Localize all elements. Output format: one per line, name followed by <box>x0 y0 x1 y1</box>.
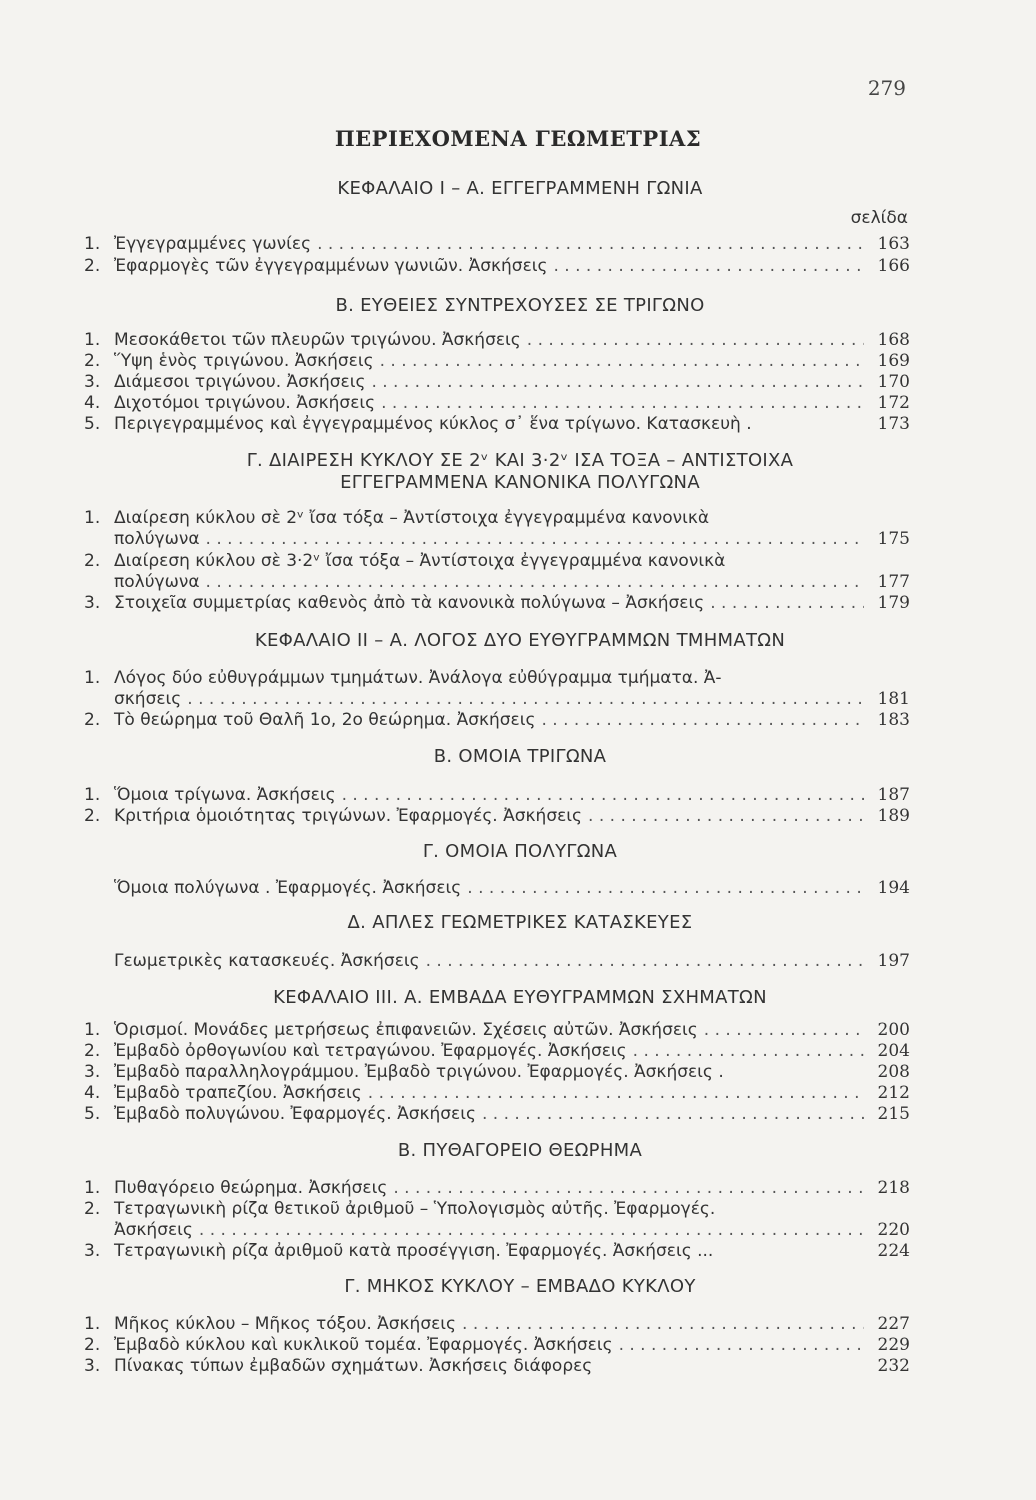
leader-dots <box>371 371 864 393</box>
entry-text-continuation: πολύγωνα <box>114 529 200 549</box>
toc-entry <box>84 550 910 572</box>
entry-number: 1. <box>84 1178 101 1198</box>
chapter-1-section-c-heading-line1: Γ. ΔΙΑΙΡΕΣΗ ΚΥΚΛΟΥ ΣΕ 2ᵛ ΚΑΙ 3·2ᵛ ΙΣΑ ΤΟΞΑ – ΑΝΤΙΣΤΟΙΧΑ <box>246 450 794 471</box>
entry-text: Ὅμοια τρίγωνα. Ἀσκήσεις <box>114 785 336 805</box>
chapter-3-section-b-heading: Β. ΠΥΘΑΓΟΡΕΙΟ ΘΕΩΡΗΜΑ <box>397 1140 643 1161</box>
leader-dots <box>554 255 865 277</box>
entry-page: 229 <box>877 1335 910 1355</box>
entry-page: 194 <box>877 878 910 898</box>
leader-dots <box>206 528 864 550</box>
entry-text: Ἐμβαδὸ τραπεζίου. Ἀσκήσεις <box>114 1083 362 1103</box>
toc-entry <box>114 950 910 972</box>
leader-dots <box>426 950 864 972</box>
entry-page: 175 <box>877 529 910 549</box>
toc-entry <box>114 877 910 899</box>
entry-number: 2. <box>84 1041 101 1061</box>
entry-number: 2. <box>84 551 101 571</box>
entry-number: 1. <box>84 668 101 688</box>
leader-dots <box>467 877 864 899</box>
entry-page: 168 <box>877 330 910 350</box>
toc-entry <box>84 392 910 414</box>
leader-dots <box>342 784 864 806</box>
entry-page: 166 <box>877 256 910 276</box>
leader-dots <box>393 1177 864 1199</box>
entry-text: Ἐμβαδὸ κύκλου καὶ κυκλικοῦ τομέα. Ἐφαρμογές. Ἀσκήσεις <box>114 1335 613 1355</box>
toc-entry <box>84 413 910 435</box>
entry-page: 177 <box>877 572 910 592</box>
toc-entry <box>84 1082 910 1104</box>
entry-text: Διάμεσοι τριγώνου. Ἀσκήσεις <box>114 372 366 392</box>
entry-page: 218 <box>877 1178 910 1198</box>
toc-entry <box>84 1177 910 1199</box>
chapter-2-section-a-heading: ΚΕΦΑΛΑΙΟ ΙΙ – Α. ΛΟΓΟΣ ΔΥΟ ΕΥΘΥΓΡΑΜΜΩΝ ΤΜΗΜΑΤΩΝ <box>254 630 786 651</box>
entry-page: 200 <box>877 1020 910 1040</box>
entry-page: 181 <box>877 689 910 709</box>
toc-entry <box>84 805 910 827</box>
entry-number: 2. <box>84 1335 101 1355</box>
entry-text: Διχοτόμοι τριγώνου. Ἀσκήσεις <box>114 393 376 413</box>
entry-number: 5. <box>84 414 101 434</box>
entry-text: Ὕψη ἑνὸς τριγώνου. Ἀσκήσεις <box>114 351 374 371</box>
entry-page: 212 <box>877 1083 910 1103</box>
entry-number: 3. <box>84 593 101 613</box>
entry-number: 3. <box>84 1356 101 1376</box>
entry-number: 1. <box>84 330 101 350</box>
entry-number: 1. <box>84 234 101 254</box>
entry-text: Λόγος δύο εὐθυγράμμων τμημάτων. Ἀνάλογα εὐθύγραμμα τμήματα. Ἀ- <box>114 668 722 688</box>
leader-dots <box>541 709 864 731</box>
leader-dots <box>381 392 864 414</box>
toc-entry-continuation <box>114 571 910 593</box>
page-number: 279 <box>867 76 906 100</box>
entry-number: 3. <box>84 1241 101 1261</box>
toc-entry <box>84 1355 910 1377</box>
toc-entry <box>84 1103 910 1125</box>
entry-page: 179 <box>877 593 910 613</box>
chapter-2-section-b-heading: Β. ΟΜΟΙΑ ΤΡΙΓΩΝΑ <box>433 746 607 767</box>
entry-text: Ὅμοια πολύγωνα . Ἐφαρμογές. Ἀσκήσεις <box>114 878 462 898</box>
entry-page: 189 <box>877 806 910 826</box>
entry-text: Διαίρεση κύκλου σὲ 3·2ᵛ ἴσα τόξα – Ἀντίστοιχα ἐγγεγραμμένα κανονικὰ <box>114 551 726 571</box>
entry-text: Τετραγωνικὴ ρίζα θετικοῦ ἀριθμοῦ – Ὑπολογισμὸς αὐτῆς. Ἐφαρμογές. <box>114 1199 716 1219</box>
toc-entry <box>84 1198 910 1220</box>
entry-text: Γεωμετρικὲς κατασκευές. Ἀσκήσεις <box>114 951 420 971</box>
leader-dots <box>482 1103 864 1125</box>
toc-entry <box>84 329 910 351</box>
entry-page: 227 <box>877 1314 910 1334</box>
chapter-2-section-c-heading: Γ. ΟΜΟΙΑ ΠΟΛΥΓΩΝΑ <box>422 841 618 862</box>
toc-entry-continuation <box>114 528 910 550</box>
toc-entry <box>84 1061 910 1083</box>
entry-number: 2. <box>84 1199 101 1219</box>
chapter-1-section-b-heading: Β. ΕΥΘΕΙΕΣ ΣΥΝΤΡΕΧΟΥΣΕΣ ΣΕ ΤΡΙΓΩΝΟ <box>335 295 705 316</box>
toc-entry <box>84 371 910 393</box>
entry-number: 2. <box>84 256 101 276</box>
toc-entry-continuation <box>114 688 910 710</box>
entry-number: 2. <box>84 806 101 826</box>
entry-text: Ἐμβαδὸ πολυγώνου. Ἐφαρμογές. Ἀσκήσεις <box>114 1104 476 1124</box>
toc-entry <box>84 507 910 529</box>
entry-page: 170 <box>877 372 910 392</box>
entry-page: 208 <box>877 1062 910 1082</box>
entry-page: 215 <box>877 1104 910 1124</box>
toc-entry <box>84 350 910 372</box>
entry-text: Μῆκος κύκλου – Μῆκος τόξου. Ἀσκήσεις <box>114 1314 457 1334</box>
leader-dots <box>462 1313 864 1335</box>
toc-entry <box>84 592 910 614</box>
chapter-3-section-a-heading: ΚΕΦΑΛΑΙΟ ΙΙΙ. Α. ΕΜΒΑΔΑ ΕΥΘΥΓΡΑΜΜΩΝ ΣΧΗΜΑΤΩΝ <box>273 987 767 1008</box>
chapter-1-section-c-heading-line2: ΕΓΓΕΓΡΑΜΜΕΝΑ ΚΑΝΟΝΙΚΑ ΠΟΛΥΓΩΝΑ <box>340 472 700 493</box>
entry-number: 3. <box>84 372 101 392</box>
leader-dots <box>380 350 864 372</box>
leader-dots <box>187 688 864 710</box>
toc-entry <box>84 1019 910 1041</box>
toc-entry <box>84 784 910 806</box>
entry-page: 173 <box>877 414 910 434</box>
entry-number: 1. <box>84 1314 101 1334</box>
entry-text-continuation: πολύγωνα <box>114 572 200 592</box>
page-title: ΠΕΡΙΕΧΟΜΕΝΑ ΓΕΩΜΕΤΡΙΑΣ <box>334 126 702 151</box>
entry-page: 224 <box>877 1241 910 1261</box>
entry-page: 163 <box>877 234 910 254</box>
entry-number: 2. <box>84 351 101 371</box>
leader-dots <box>199 1219 864 1241</box>
entry-number: 1. <box>84 508 101 528</box>
entry-text: Διαίρεση κύκλου σὲ 2ᵛ ἴσα τόξα – Ἀντίστοιχα ἐγγεγραμμένα κανονικὰ <box>114 508 710 528</box>
leader-dots <box>317 233 864 255</box>
entry-text: Κριτήρια ὁμοιότητας τριγώνων. Ἐφαρμογές. Ἀσκήσεις <box>114 806 583 826</box>
entry-page: 204 <box>877 1041 910 1061</box>
entry-page: 232 <box>877 1356 910 1376</box>
chapter-3-section-c-heading: Γ. ΜΗΚΟΣ ΚΥΚΛΟΥ – ΕΜΒΑΔΟ ΚΥΚΛΟΥ <box>344 1276 696 1297</box>
toc-entry <box>84 255 910 277</box>
entry-text: Τὸ θεώρημα τοῦ Θαλῆ 1ο, 2ο θεώρημα. Ἀσκήσεις <box>114 710 536 730</box>
leader-dots <box>633 1040 864 1062</box>
toc-entry <box>84 709 910 731</box>
entry-page: 220 <box>877 1220 910 1240</box>
toc-entry <box>84 1334 910 1356</box>
entry-text: Μεσοκάθετοι τῶν πλευρῶν τριγώνου. Ἀσκήσεις <box>114 330 521 350</box>
entry-number: 4. <box>84 393 101 413</box>
entry-page: 187 <box>877 785 910 805</box>
entry-number: 1. <box>84 1020 101 1040</box>
entry-number: 5. <box>84 1104 101 1124</box>
entry-page: 183 <box>877 710 910 730</box>
entry-number: 2. <box>84 710 101 730</box>
toc-entry <box>84 233 910 255</box>
entry-text: Στοιχεῖα συμμετρίας καθενὸς ἀπὸ τὰ κανονικὰ πολύγωνα – Ἀσκήσεις <box>114 593 705 613</box>
entry-text: Ἐγγεγραμμένες γωνίες <box>114 234 312 254</box>
entry-text: Περιγεγραμμένος καὶ ἐγγεγραμμένος κύκλος σ᾽ ἕνα τρίγωνο. Κατασκευὴ . <box>114 414 752 434</box>
chapter-1-section-a-heading: ΚΕΦΑΛΑΙΟ Ι – Α. ΕΓΓΕΓΡΑΜΜΕΝΗ ΓΩΝΙΑ <box>337 178 703 199</box>
leader-dots <box>588 805 864 827</box>
entry-number: 3. <box>84 1062 101 1082</box>
entry-text: Ἐμβαδὸ παραλληλογράμμου. Ἐμβαδὸ τριγώνου. Ἐφαρμογές. Ἀσκήσεις . <box>114 1062 724 1082</box>
toc-entry <box>84 1040 910 1062</box>
entry-text: Πυθαγόρειο θεώρημα. Ἀσκήσεις <box>114 1178 388 1198</box>
leader-dots <box>368 1082 864 1104</box>
leader-dots <box>710 592 864 614</box>
entry-text: Ἐφαρμογὲς τῶν ἐγγεγραμμένων γωνιῶν. Ἀσκήσεις <box>114 256 548 276</box>
leader-dots <box>704 1019 864 1041</box>
leader-dots <box>619 1334 864 1356</box>
entry-text: Πίνακας τύπων ἐμβαδῶν σχημάτων. Ἀσκήσεις διάφορες <box>114 1356 593 1376</box>
entry-number: 4. <box>84 1083 101 1103</box>
toc-entry <box>84 1313 910 1335</box>
toc-entry <box>84 1240 910 1262</box>
entry-text-continuation: Ἀσκήσεις <box>114 1220 193 1240</box>
toc-entry-continuation <box>114 1219 910 1241</box>
leader-dots <box>206 571 864 593</box>
page-column-label: σελίδα <box>850 208 908 228</box>
chapter-2-section-d-heading: Δ. ΑΠΛΕΣ ΓΕΩΜΕΤΡΙΚΕΣ ΚΑΤΑΣΚΕΥΕΣ <box>347 912 693 933</box>
entry-text: Ὁρισμοί. Μονάδες μετρήσεως ἐπιφανειῶν. Σχέσεις αὐτῶν. Ἀσκήσεις <box>114 1020 698 1040</box>
entry-text: Τετραγωνικὴ ρίζα ἀριθμοῦ κατὰ προσέγγιση. Ἐφαρμογές. Ἀσκήσεις ... <box>114 1241 714 1261</box>
entry-page: 169 <box>877 351 910 371</box>
entry-page: 172 <box>877 393 910 413</box>
entry-number: 1. <box>84 785 101 805</box>
entry-text: Ἐμβαδὸ ὀρθογωνίου καὶ τετραγώνου. Ἐφαρμογές. Ἀσκήσεις <box>114 1041 627 1061</box>
leader-dots <box>527 329 864 351</box>
entry-page: 197 <box>877 951 910 971</box>
toc-entry <box>84 667 910 689</box>
entry-text-continuation: σκήσεις <box>114 689 182 709</box>
